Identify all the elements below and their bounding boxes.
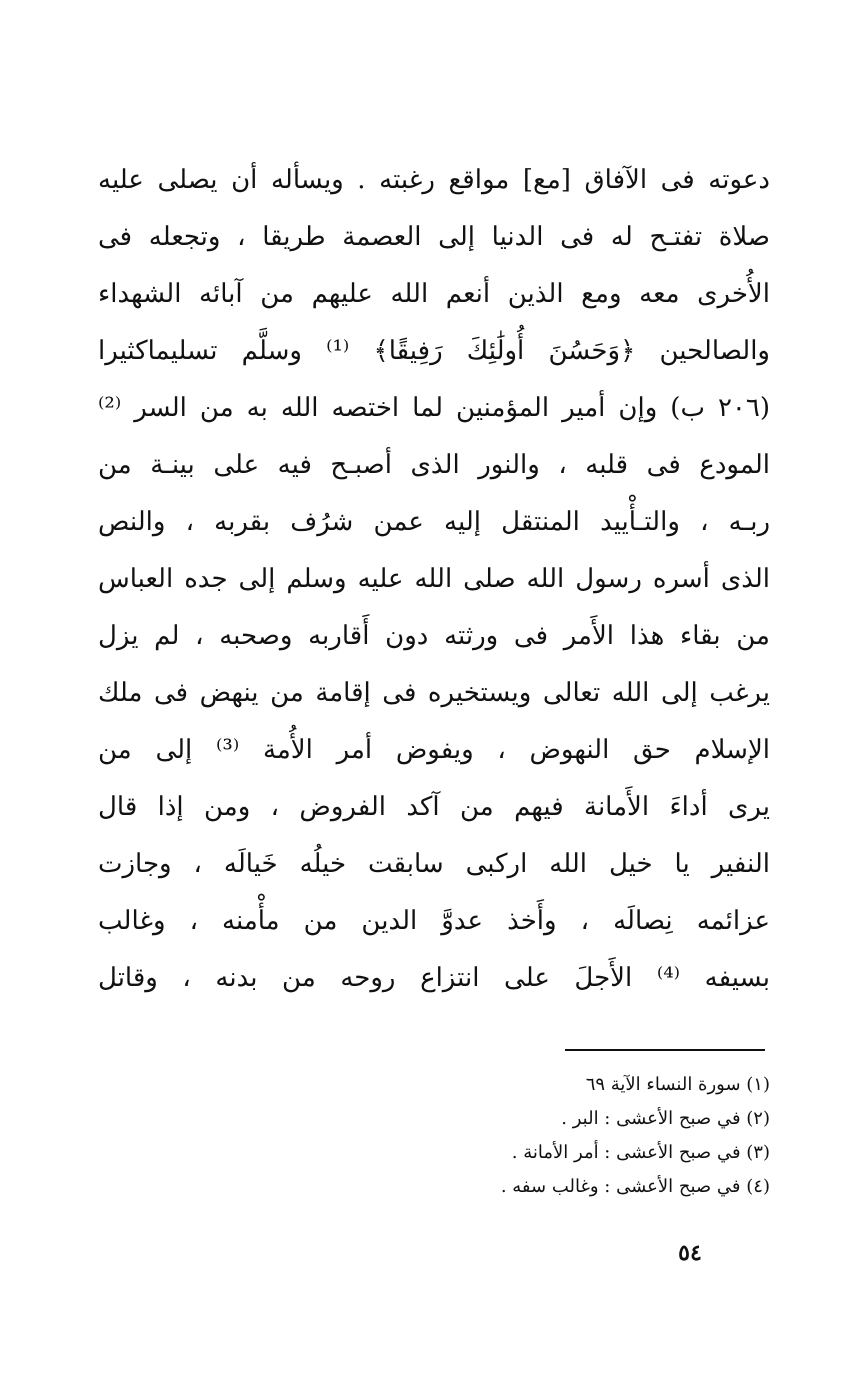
footnote-separator [565,1049,765,1051]
text-line: يرغب إلى الله تعالى ويستخيره فى إقامة من ينهض فى ملك [98,678,770,708]
text-line: والصالحين ﴿وَحَسُنَ أُولَٰئِكَ رَفِيقًا﴾ ⁽¹⁾ وسلَّم تسليماكثيرا [98,336,770,366]
text-line: دعوته فى الآفاق [مع] مواقع رغبته . ويسأله أن يصلى عليه [98,165,770,195]
text-line: ربـه ، والتـأْييد المنتقل إليه عمن شرُف بقربه ، والنص [98,507,770,537]
page-number: ٥٤ [678,1240,702,1266]
footnotes [380,1068,770,1204]
footnote: (١) سورة النساء الآية ٦٩ [585,1074,770,1095]
main-text [98,152,770,1007]
text-line: يرى أداءَ الأَمانة فيهم من آكد الفروض ، ومن إذا قال [98,792,770,822]
text-line: بسيفه ⁽⁴⁾ الأَجلَ على انتزاع روحه من بدنه ، وقاتل [98,963,770,993]
text-line: الإسلام حق النهوض ، ويفوض أمر الأُمة ⁽³⁾ إلى من [98,735,770,765]
text-line: المودع فى قلبه ، والنور الذى أصبـح فيه على بينـة من [98,450,770,480]
text-line: الأُخرى معه ومع الذين أنعم الله عليهم من آبائه الشهداء [98,279,770,309]
text-line: عزائمه نِصالَه ، وأَخذ عدوَّ الدين من مأْمنه ، وغالب [98,906,770,936]
text-line: الذى أسره رسول الله صلى الله عليه وسلم إلى جده العباس [98,564,770,594]
text-line: صلاة تفتـح له فى الدنيا إلى العصمة طريقا ، وتجعله فى [98,222,770,252]
text-line: (٢٠٦ ب) وإن أمير المؤمنين لما اختصه الله به من السر ⁽²⁾ [98,393,770,423]
footnote: (٤) في صبح الأعشى : وغالب سفه . [500,1176,770,1197]
text-line: من بقاء هذا الأَمر فى ورثته دون أَقاربه وصحبه ، لم يزل [98,621,770,651]
text-line: النفير يا خيل الله اركبى سابقت خيلُه خَيالَه ، وجازت [98,849,770,879]
footnote: (٣) في صبح الأعشى : أمر الأمانة . [511,1142,770,1163]
footnote: (٢) في صبح الأعشى : البر . [561,1108,770,1129]
